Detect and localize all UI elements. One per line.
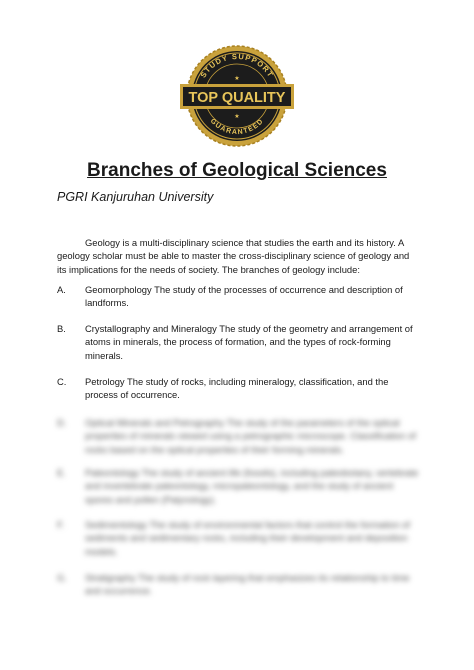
list-item-letter: A. xyxy=(57,284,66,295)
list-item-text: Optical Minerals and Petrography The study of the parameters of the optical properties of minerals viewed using a petrographic microscope. Classification of rocks based on the optical properties of their forming minerals. xyxy=(85,417,416,455)
intro-paragraph: Geology is a multi-disciplinary science that studies the earth and its history. A geology scholar must be able to master the cross-disciplinary science of geology and its implications for the needs of society. The branches of geology include: xyxy=(57,237,410,275)
list-item-letter: G. xyxy=(57,572,67,583)
list-item-text: Geomorphology The study of the processes of occurrence and description of landforms. xyxy=(85,284,403,309)
list-item xyxy=(57,322,419,362)
badge-arc-top-text: STUDY SUPPORT xyxy=(198,51,276,80)
star-icon: ★ xyxy=(234,114,240,120)
list-item xyxy=(57,283,419,310)
list-item xyxy=(57,375,419,402)
list-item-letter: D. xyxy=(57,417,67,428)
list-item-letter: B. xyxy=(57,323,66,334)
list-item-text: Crystallography and Mineralogy The study of the geometry and arrangement of atoms in minerals, the process of formation, and the types of rock-forming minerals. xyxy=(85,323,413,361)
list-item-letter: F. xyxy=(57,519,65,530)
list-item-blurred xyxy=(57,416,419,456)
document-title: Branches of Geological Sciences xyxy=(87,160,387,181)
document-subtitle: PGRI Kanjuruhan University xyxy=(57,190,214,204)
list-item-text: Petrology The study of rocks, including mineralogy, classification, and the process of occurrence. xyxy=(85,376,389,401)
list-item-blurred xyxy=(57,518,419,558)
top-quality-badge xyxy=(178,42,296,150)
list-item-text: Stratigraphy The study of rock layering that emphasizes its relationship to time and occurrence. xyxy=(85,572,410,597)
list-item-letter: E. xyxy=(57,467,66,478)
badge-arc-bottom-text: GUARANTEED xyxy=(208,117,266,137)
list-item-text: Sedimentology The study of environmental factors that control the formation of sediments and sedimentary rocks, including their development and deposition models. xyxy=(85,519,411,557)
list-item-blurred xyxy=(57,571,419,598)
list-item-blurred xyxy=(57,466,419,506)
list-item-text: Paleontology The study of ancient life (fossils), including paleobotany, vertebrate and invertebrate paleontology, micropaleontology, and the study of ancient spores and pollen (Palynology). xyxy=(85,467,419,505)
list-item-letter: C. xyxy=(57,376,67,387)
star-icon: ★ xyxy=(234,76,240,82)
badge-label: TOP QUALITY xyxy=(188,90,286,106)
